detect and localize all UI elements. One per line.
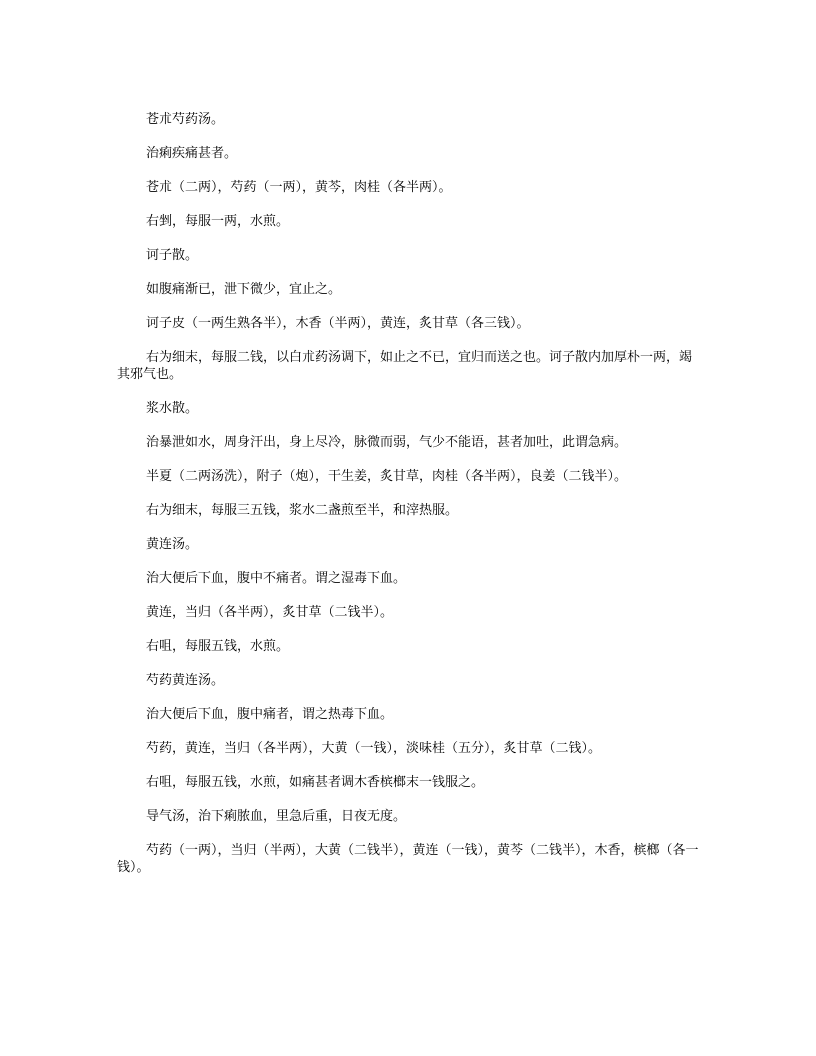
preparation-text: 右咀，每服五钱，水煎。 [146, 639, 290, 654]
preparation-text: 右咀，每服五钱，水煎，如痛甚者调木香槟榔末一钱服之。 [146, 775, 485, 790]
indication-text: 如腹痛渐已，泄下微少，宜止之。 [146, 282, 342, 297]
recipe-title: 苍朮芍药汤。 [146, 112, 225, 127]
recipe-title: 导气汤，治下痢脓血，里急后重，日夜无度。 [146, 809, 407, 824]
preparation-text: 右为细末，每服三五钱，浆水二盏煎至半，和滓热服。 [146, 503, 459, 518]
indication-text: 治暴泄如水，周身汗出，身上尽冷，脉微而弱，气少不能语，甚者加吐，此谓急病。 [146, 435, 628, 450]
recipe-title: 诃子散。 [146, 248, 199, 263]
ingredients-text: 半夏（二两汤洗），附子（炮），干生姜，炙甘草，肉桂（各半两），良姜（二钱半）。 [146, 469, 628, 484]
ingredients-text: 诃子皮（一两生熟各半），木香（半两），黄连，炙甘草（各三钱）。 [146, 316, 530, 331]
recipe-title: 浆水散。 [146, 401, 199, 416]
ingredients-text: 芍药（一两），当归（半两），大黄（二钱半），黄连（一钱），黄芩（二钱半），木香，槟榔（各一钱）。 [117, 843, 699, 875]
recipe-title: 黄连汤。 [146, 537, 199, 552]
recipe-title: 芍药黄连汤。 [146, 673, 225, 688]
preparation-text: 右为细末，每服二钱，以白朮药汤调下，如止之不已，宜归而送之也。诃子散内加厚朴一两，竭其邪气也。 [117, 350, 693, 382]
indication-text: 治痢疾痛甚者。 [146, 146, 238, 161]
preparation-text: 右剉，每服一两，水煎。 [146, 214, 290, 229]
indication-text: 治大便后下血，腹中痛者，谓之热毒下血。 [146, 707, 394, 722]
indication-text: 治大便后下血，腹中不痛者。谓之湿毒下血。 [146, 571, 407, 586]
document-body [117, 111, 700, 893]
ingredients-text: 苍朮（二两），芍药（一两），黄芩，肉桂（各半两）。 [146, 180, 452, 195]
ingredients-text: 黄连，当归（各半两），炙甘草（二钱半）。 [146, 605, 394, 620]
ingredients-text: 芍药，黄连，当归（各半两），大黄（一钱），淡味桂（五分），炙甘草（二钱）。 [146, 741, 602, 756]
